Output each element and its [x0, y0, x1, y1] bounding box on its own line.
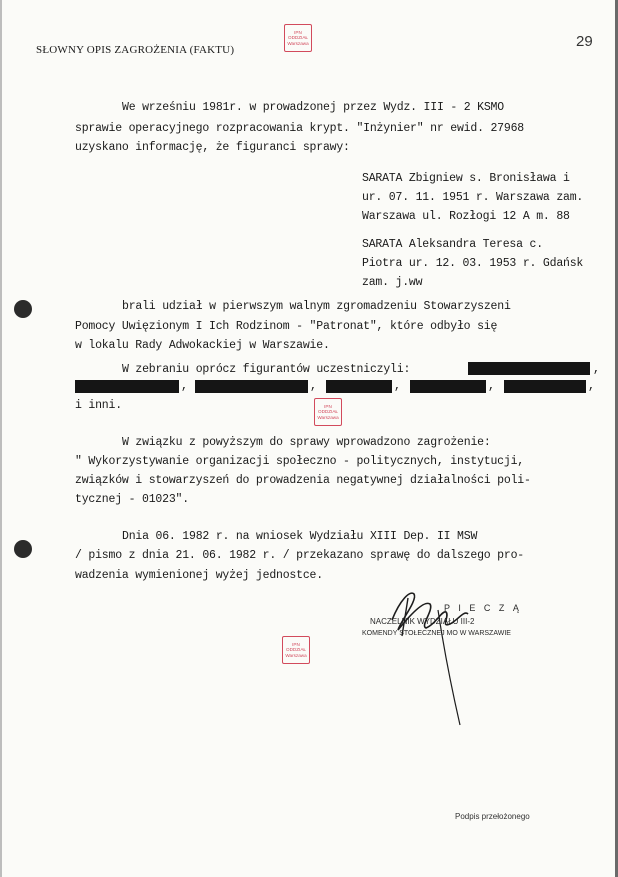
text-line: sprawie operacyjnego rozpracowania krypt. "Inżynier" nr ewid. 27968 [75, 122, 524, 135]
text-line: W związku z powyższym do sprawy wprowadzono zagrożenie: [122, 436, 491, 449]
text-line: W zebraniu oprócz figurantów uczestniczyli: [122, 363, 411, 376]
official-stamp-line: NACZELNIK WYDZIAŁU III-2 [370, 617, 475, 626]
signature-caption: Podpis przełożonego [455, 812, 530, 821]
text-line: " Wykorzystywanie organizacji społeczno - politycznych, instytucji, [75, 455, 524, 468]
text-line: tycznej - 01023". [75, 493, 189, 506]
person-line: zam. j.ww [362, 276, 423, 289]
signature [380, 580, 490, 730]
text-line: Dnia 06. 1982 r. na wniosek Wydziału XIII Dep. II MSW [122, 530, 478, 543]
ipn-stamp: IPN ODDZIAŁ Warszawa [282, 636, 310, 664]
redaction-bar [195, 380, 308, 393]
redaction-bar [75, 380, 179, 393]
punch-hole [14, 300, 32, 318]
text-line: We wrześniu 1981r. w prowadzonej przez Wydz. III - 2 KSMO [122, 101, 504, 114]
page-edge [0, 0, 2, 877]
official-stamp-line: P I E C Z Ą [444, 603, 522, 613]
text-line: w lokalu Rady Adwokackiej w Warszawie. [75, 339, 330, 352]
person-line: SARATA Zbigniew s. Bronisława i [362, 172, 570, 185]
punctuation: , [310, 380, 317, 393]
punctuation: , [588, 380, 595, 393]
redaction-bar [504, 380, 586, 393]
person-line: SARATA Aleksandra Teresa c. [362, 238, 543, 251]
text-line: wadzenia wymienionej wyżej jednostce. [75, 569, 323, 582]
official-stamp-line: KOMENDY STOŁECZNEJ MO W WARSZAWIE [362, 630, 511, 637]
ipn-stamp: IPN ODDZIAŁ Warszawa [314, 398, 342, 426]
document-title: SŁOWNY OPIS ZAGROŻENIA (FAKTU) [36, 44, 235, 56]
punctuation: , [394, 380, 401, 393]
punctuation: , [593, 363, 600, 376]
ipn-stamp: IPN ODDZIAŁ Warszawa [284, 24, 312, 52]
text-line: i inni. [75, 399, 122, 412]
page-number: 29 [576, 33, 593, 50]
person-line: Warszawa ul. Rozłogi 12 A m. 88 [362, 210, 570, 223]
person-line: ur. 07. 11. 1951 r. Warszawa zam. [362, 191, 584, 204]
redaction-bar [326, 380, 392, 393]
punctuation: , [488, 380, 495, 393]
punctuation: , [181, 380, 188, 393]
person-line: Piotra ur. 12. 03. 1953 r. Gdańsk [362, 257, 584, 270]
text-line: / pismo z dnia 21. 06. 1982 r. / przekazano sprawę do dalszego pro- [75, 549, 524, 562]
text-line: Pomocy Uwięzionym I Ich Rodzinom - "Patronat", które odbyło się [75, 320, 498, 333]
punch-hole [14, 540, 32, 558]
text-line: brali udział w pierwszym walnym zgromadzeniu Stowarzyszeni [122, 300, 511, 313]
redaction-bar [468, 362, 590, 375]
redaction-bar [410, 380, 486, 393]
text-line: uzyskano informację, że figuranci sprawy: [75, 141, 350, 154]
text-line: związków i stowarzyszeń do prowadzenia negatywnej działalności poli- [75, 474, 531, 487]
